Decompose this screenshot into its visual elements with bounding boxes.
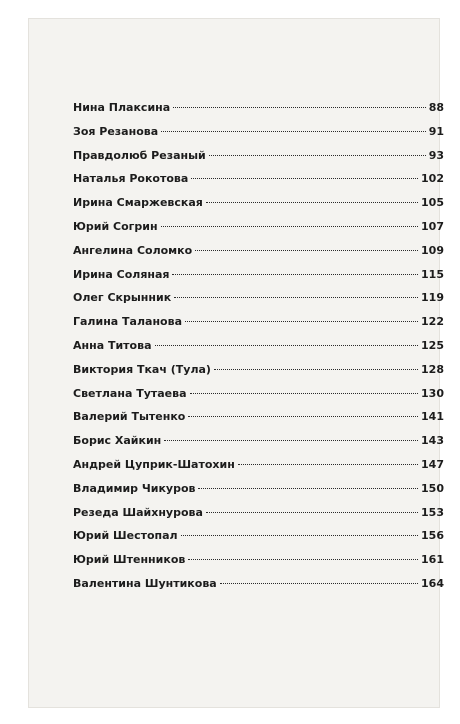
toc-dot-leader	[209, 155, 426, 156]
toc-entry-name: Виктория Ткач (Тула)	[73, 362, 211, 376]
toc-entry-name: Анна Титова	[73, 338, 152, 352]
toc-dot-leader	[172, 274, 418, 275]
toc-dot-leader	[173, 107, 426, 108]
toc-entry-name: Галина Таланова	[73, 315, 182, 329]
toc-entry-page: 125	[421, 338, 444, 352]
toc-entry-page: 141	[421, 410, 444, 424]
toc-entry-page: 122	[421, 315, 444, 329]
toc-dot-leader	[191, 178, 418, 179]
toc-entry	[73, 479, 444, 503]
toc-entry-page: 147	[421, 457, 444, 471]
toc-entry	[73, 503, 444, 527]
toc-entry-page: 109	[421, 243, 444, 257]
toc-dot-leader	[206, 202, 418, 203]
toc-entry-name: Олег Скрынник	[73, 291, 172, 305]
toc-entry-name: Наталья Рокотова	[73, 172, 189, 186]
toc-dot-leader	[185, 321, 418, 322]
toc-entry-name: Нина Плаксина	[73, 101, 171, 114]
toc-entry-page: 161	[421, 553, 444, 567]
toc-entry	[73, 146, 444, 170]
book-page	[28, 18, 444, 708]
toc-dot-leader	[161, 131, 426, 132]
toc-entry-page: 105	[421, 196, 444, 210]
toc-entry-page: 91	[428, 124, 444, 138]
toc-entry-name: Валентина Шунтикова	[73, 576, 217, 590]
toc-dot-leader	[161, 226, 418, 227]
toc-entry-name: Юрий Шестопал	[73, 529, 178, 543]
toc-entry-page: 153	[421, 505, 444, 519]
toc-entry	[73, 526, 444, 550]
toc-dot-leader	[206, 512, 418, 513]
toc-dot-leader	[198, 488, 418, 489]
toc-entry-name: Ирина Смаржевская	[73, 196, 203, 210]
toc-dot-leader	[214, 369, 418, 370]
toc-entry-name: Светлана Тутаева	[73, 386, 187, 400]
toc-dot-leader	[188, 559, 418, 560]
toc-entry	[73, 169, 444, 193]
toc-entry-name: Юрий Согрин	[73, 219, 158, 233]
toc-entry	[73, 384, 444, 408]
toc-entry	[73, 288, 444, 312]
toc-entry	[73, 550, 444, 574]
toc-entry-name: Правдолюб Резаный	[73, 148, 206, 162]
toc-entry	[73, 217, 444, 241]
toc-dot-leader	[164, 440, 418, 441]
toc-entry-page: 88	[428, 101, 444, 114]
toc-entry-name: Ирина Соляная	[73, 267, 170, 281]
toc-entry-page: 102	[421, 172, 444, 186]
toc-entry-name: Юрий Штенников	[73, 553, 186, 567]
toc-entry-page: 115	[421, 267, 444, 281]
toc-entry	[73, 312, 444, 336]
toc-entry-page: 156	[421, 529, 444, 543]
toc-entry	[73, 336, 444, 360]
toc-dot-leader	[190, 393, 419, 394]
toc-entry-name: Резеда Шайхнурова	[73, 505, 203, 519]
toc-entry-page: 164	[421, 576, 444, 590]
toc-entry-page: 150	[421, 481, 444, 495]
toc-entry-page: 93	[428, 148, 444, 162]
toc-dot-leader	[188, 416, 418, 417]
toc-entry-name: Валерий Тытенко	[73, 410, 186, 424]
toc-dot-leader	[174, 297, 418, 298]
toc-entry	[73, 431, 444, 455]
toc-entry-name: Владимир Чикуров	[73, 481, 196, 495]
toc-entry-page: 107	[421, 219, 444, 233]
table-of-contents	[73, 98, 444, 598]
toc-entry-name: Ангелина Соломко	[73, 243, 193, 257]
toc-entry-name: Борис Хайкин	[73, 434, 162, 448]
toc-dot-leader	[195, 250, 418, 251]
toc-dot-leader	[220, 583, 418, 584]
toc-entry	[73, 265, 444, 289]
toc-dot-leader	[155, 345, 419, 346]
toc-entry	[73, 241, 444, 265]
toc-entry	[73, 98, 444, 122]
toc-entry-page: 143	[421, 434, 444, 448]
toc-dot-leader	[238, 464, 418, 465]
toc-entry	[73, 193, 444, 217]
toc-entry	[73, 455, 444, 479]
toc-entry	[73, 360, 444, 384]
toc-entry-name: Зоя Резанова	[73, 124, 159, 138]
toc-entry	[73, 574, 444, 598]
toc-entry	[73, 407, 444, 431]
toc-entry-page: 130	[421, 386, 444, 400]
toc-entry-name: Андрей Цуприк-Шатохин	[73, 457, 235, 471]
toc-entry-page: 128	[421, 362, 444, 376]
toc-dot-leader	[181, 535, 418, 536]
toc-entry	[73, 122, 444, 146]
toc-entry-page: 119	[421, 291, 444, 305]
